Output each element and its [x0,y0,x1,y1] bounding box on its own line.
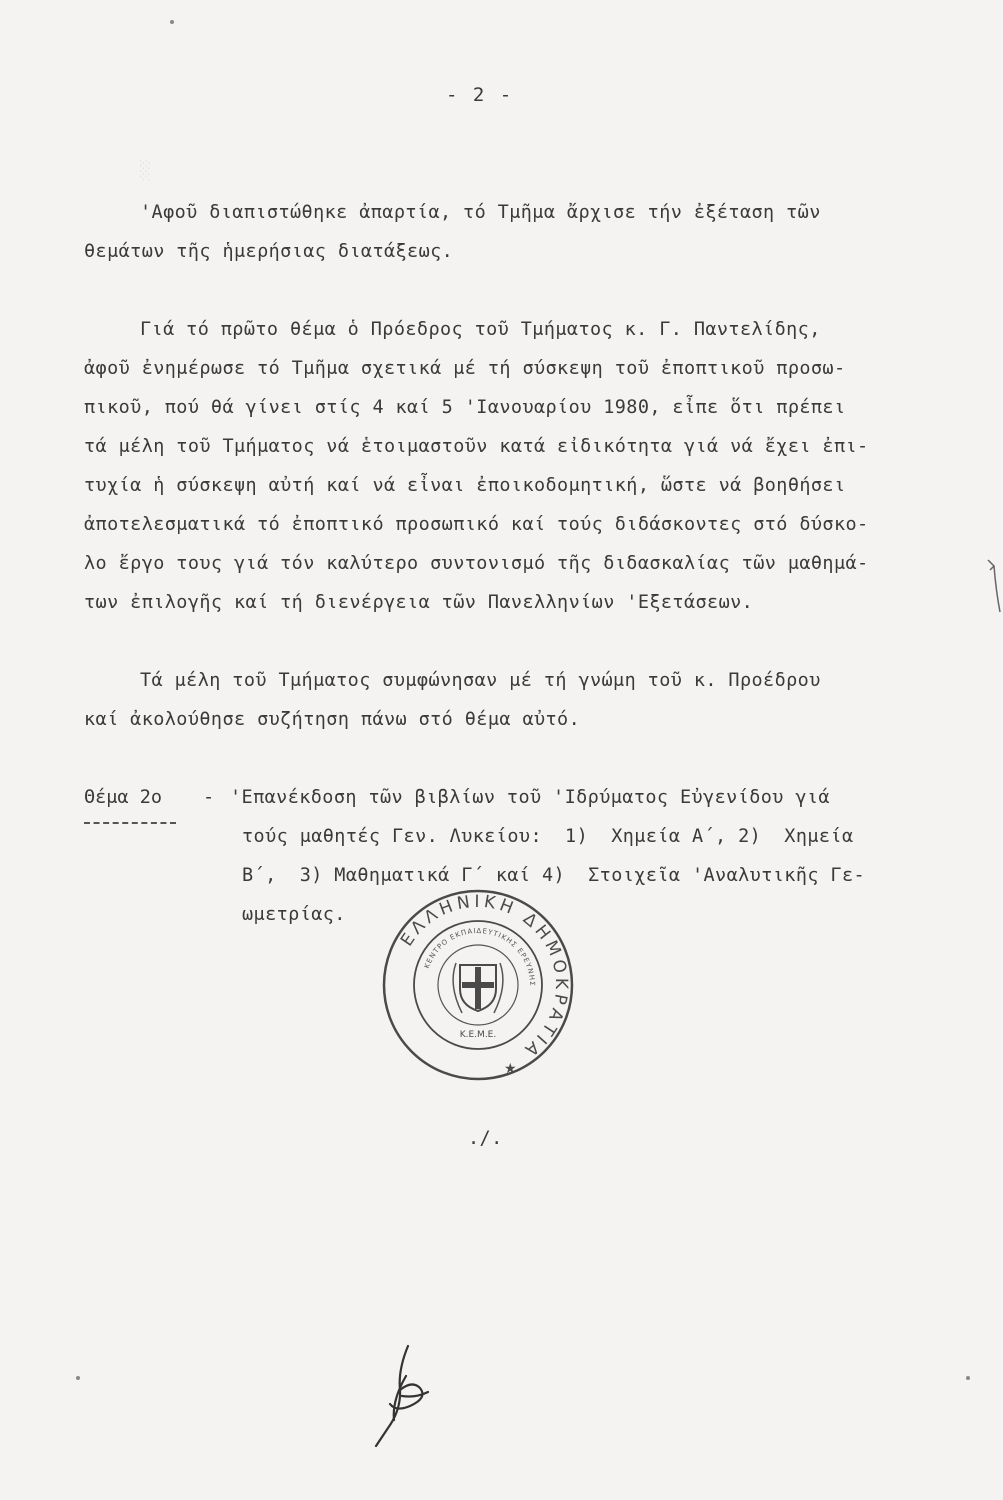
paper-speck [170,20,174,24]
paragraph-2-line-6: ἀποτελεσματικά τό ἐποπτικό προσωπικό καί τούς διδάσκοντες στό δύσκο- [84,514,869,535]
paragraph-2-line-7: λο ἔργο τους γιά τόν καλύτερο συντονισμό τῆς διδασκαλίας τῶν μαθημά- [84,553,869,574]
topic-2-line-1: 'Επανέκδοση τῶν βιβλίων τοῦ 'Ιδρύματος Εὐγενίδου γιά [230,787,830,808]
topic-2-dash: - [203,787,215,808]
topic-2-line-2: τούς μαθητές Γεν. Λυκείου: 1) Χημεία Α΄, 2) Χημεία [242,826,854,847]
continuation-mark: ./. [468,1128,503,1149]
paragraph-2-line-3: πικοῦ, πού θά γίνει στίς 4 καί 5 'Ιανουαρίου 1980, εἶπε ὅτι πρέπει [84,397,846,418]
official-stamp-graphic [378,885,578,1085]
paragraph-2-line-2: ἀφοῦ ἐνημέρωσε τό Τμῆμα σχετικά μέ τή σύσκεψη τοῦ ἐποπτικοῦ προσω- [84,358,846,379]
topic-2-line-4: ωμετρίας. [242,904,346,925]
stamp-inner-text: ΚΕΝΤΡΟ ΕΚΠΑΙΔΕΥΤΙΚΗΣ ΕΡΕΥΝΗΣ [422,926,537,987]
stamp-outer-text: ΕΛΛΗΝΙΚΗ ΔΗΜΟΚΡΑΤΙΑ [396,891,572,1063]
stamp-bottom-text: Κ.Ε.Μ.Ε. [459,1030,497,1040]
paragraph-2-line-1: Γιά τό πρῶτο θέμα ὁ Πρόεδρος τοῦ Τμήματος κ. Γ. Παντελίδης, [140,319,821,340]
official-stamp [378,885,578,1089]
paragraph-2-line-5: τυχία ἡ σύσκεψη αὐτή καί νά εἶναι ἐποικοδομητική, ὥστε νά βοηθήσει [84,475,846,496]
topic-2-label: Θέμα 2ο [84,787,162,808]
paragraph-3-line-1: Τά μέλη τοῦ Τμήματος συμφώνησαν μέ τή γνώμη τοῦ κ. Προέδρου [140,670,821,691]
paragraph-2-line-4: τά μέλη τοῦ Τμήματος νά ἑτοιμαστοῦν κατά εἰδικότητα γιά νά ἔχει ἐπι- [84,436,869,457]
paper-speck [76,1376,80,1380]
paragraph-3-line-2: καί ἀκολούθησε συζήτηση πάνω στό θέμα αὐτό. [84,709,581,730]
paragraph-1-line-2: θεμάτων τῆς ἡμερήσιας διατάξεως. [84,241,454,262]
bleed-through-text: ░ [140,160,152,181]
coat-of-arms-icon [453,963,503,1013]
topic-2-underline [84,822,176,824]
paper-speck [966,1376,970,1380]
page-number: - 2 - [446,84,514,106]
paragraph-2-line-8: των ἐπιλογῆς καί τή διενέργεια τῶν Πανελληνίων 'Εξετάσεων. [84,592,754,613]
paragraph-1-line-1: 'Αφοῦ διαπιστώθηκε ἀπαρτία, τό Τμῆμα ἄρχισε τήν ἐξέταση τῶν [140,202,821,223]
stamp-star-icon: ★ [504,1061,517,1077]
margin-mark [984,556,1002,616]
topic-2-line-3: Β΄, 3) Μαθηματικά Γ΄ καί 4) Στοιχεῖα 'Αναλυτικῆς Γε- [242,865,866,886]
handwritten-signature [370,1340,440,1454]
